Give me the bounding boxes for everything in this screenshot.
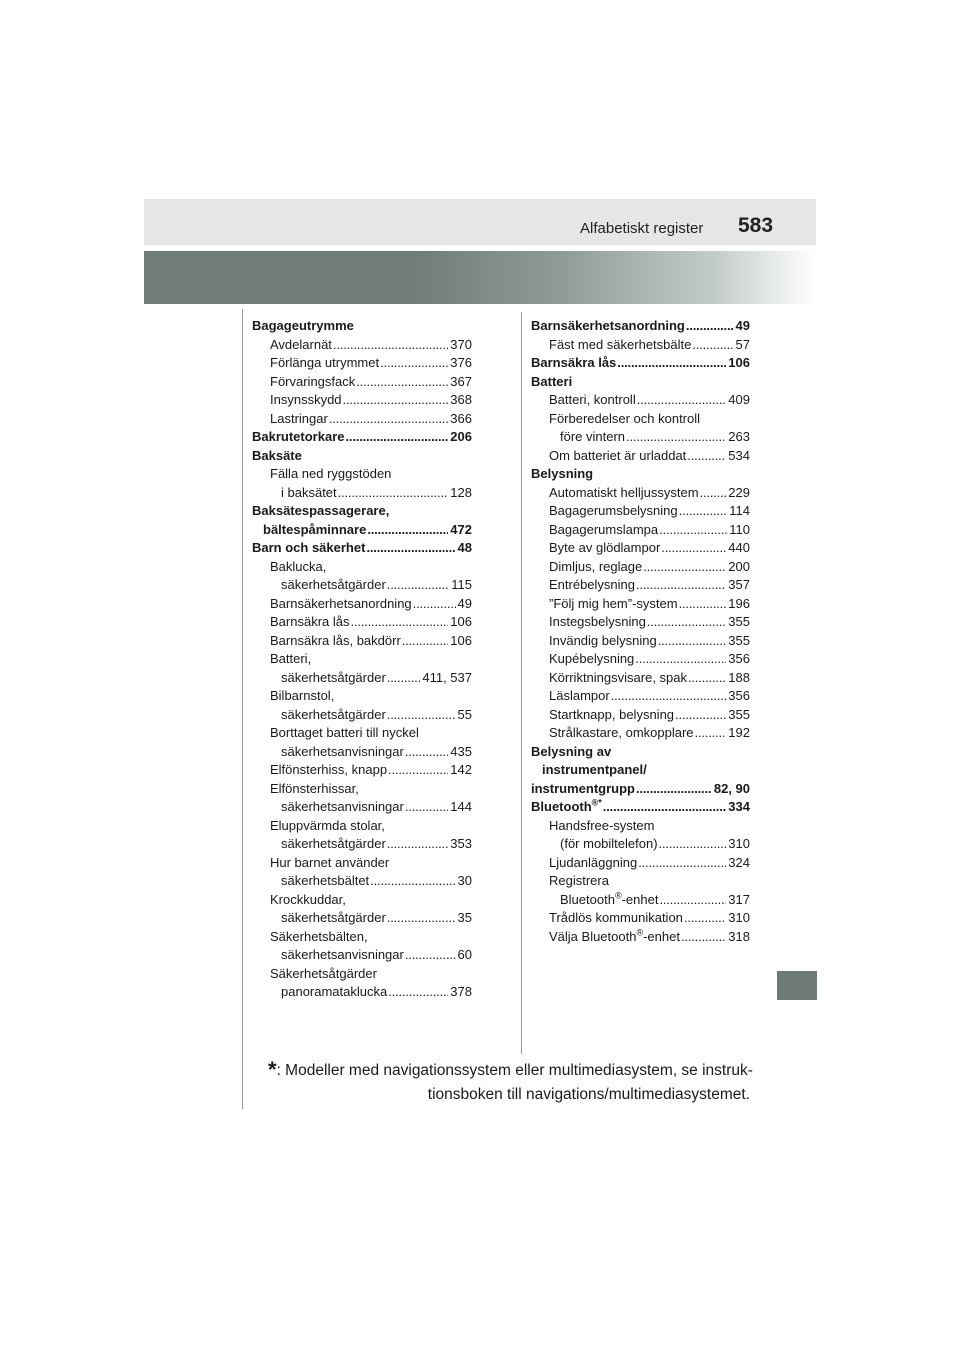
index-term: Bagagerumsbelysning — [549, 503, 678, 518]
index-entry — [252, 724, 472, 743]
index-entry — [252, 558, 472, 577]
index-term: Belysning — [531, 466, 594, 481]
index-entry — [531, 336, 750, 355]
dot-leader — [679, 595, 727, 614]
index-term: Läslampor — [549, 688, 610, 703]
index-term: instrumentgrupp — [531, 780, 635, 796]
index-term: Kupébelysning — [549, 651, 635, 666]
index-term: Insynsskydd — [270, 392, 342, 407]
index-entry — [531, 391, 750, 410]
dot-leader — [688, 669, 726, 688]
index-term: Byte av glödlampor — [549, 540, 661, 555]
index-entry — [252, 909, 472, 928]
index-term: Förlänga utrymmet — [270, 355, 380, 370]
page-reference: 376 — [450, 355, 472, 370]
index-entry — [252, 761, 472, 780]
index-term: ”Följ mig hem”-system — [549, 595, 678, 611]
index-entry — [531, 539, 750, 558]
index-term: Förvaringsfack — [270, 373, 356, 389]
dot-leader — [659, 891, 726, 910]
page-reference: 472 — [450, 521, 472, 537]
dot-leader — [366, 539, 455, 558]
index-entry — [531, 909, 750, 928]
dot-leader — [643, 558, 726, 577]
page-reference: 534 — [728, 447, 750, 463]
index-term: Instegsbelysning — [549, 614, 646, 629]
index-entry — [252, 336, 472, 355]
index-entry — [252, 391, 472, 410]
page-reference: 188 — [728, 669, 750, 685]
index-term: Strålkastare, omkopplare — [549, 725, 694, 740]
dot-leader — [387, 706, 456, 725]
index-entry — [252, 632, 472, 651]
index-term: Om batteriet är urladdat — [549, 447, 687, 463]
index-term: Barnsäkerhetsanordning — [270, 595, 412, 611]
index-entry — [252, 539, 472, 558]
dot-leader — [611, 687, 727, 706]
page-reference: 378 — [450, 984, 472, 999]
index-entry — [252, 835, 472, 854]
page-reference: 142 — [450, 762, 472, 777]
page-reference: 435 — [450, 743, 472, 759]
index-entry — [531, 854, 750, 873]
page-reference: 356 — [728, 651, 750, 666]
page-reference: 355 — [728, 632, 750, 648]
page-reference: 310 — [728, 910, 750, 925]
dot-leader — [638, 854, 726, 873]
dot-leader — [388, 761, 448, 780]
index-term: Elfönsterhiss, knapp — [270, 762, 388, 777]
index-term: Bluetooth®* — [531, 797, 602, 814]
index-term: Hur barnet använder — [270, 854, 390, 870]
dot-leader — [679, 502, 728, 521]
index-entry — [252, 817, 472, 836]
page-reference: 49 — [735, 318, 750, 333]
index-entry — [252, 502, 472, 521]
dot-leader — [647, 613, 726, 632]
index-term: säkerhetsanvisningar — [281, 947, 404, 962]
page-reference: 106 — [728, 355, 750, 370]
index-term: säkerhetsanvisningar — [281, 743, 404, 759]
index-entry — [252, 928, 472, 947]
footnote — [268, 1057, 753, 1107]
index-entry — [531, 928, 750, 947]
index-term: Säkerhetsåtgärder — [270, 965, 377, 981]
index-term: Belysning av — [531, 743, 612, 759]
index-entry — [531, 669, 750, 688]
index-term: Baklucka, — [270, 558, 327, 574]
index-entry — [531, 410, 750, 429]
page-reference: 310 — [728, 836, 750, 851]
page-reference: 229 — [728, 484, 750, 500]
index-term: Barn och säkerhet — [252, 540, 366, 555]
page-reference: 114 — [729, 503, 750, 518]
page-reference: 357 — [728, 577, 750, 592]
index-term: Krockkuddar, — [270, 891, 346, 907]
page-reference: 368 — [450, 392, 472, 407]
dot-leader — [681, 928, 726, 947]
index-term: Trådlös kommunikation — [549, 910, 683, 925]
index-entry — [531, 558, 750, 577]
dot-leader — [692, 336, 733, 355]
superscript-mark: ® — [636, 927, 644, 938]
page-reference: 318 — [728, 928, 750, 944]
index-entry — [252, 465, 472, 484]
index-entry — [531, 706, 750, 725]
page-reference: 110 — [729, 521, 750, 537]
page-reference: 370 — [450, 336, 472, 352]
dot-leader — [695, 724, 727, 743]
page-reference: 440 — [728, 540, 750, 555]
dot-leader — [388, 983, 448, 1002]
index-entry — [252, 891, 472, 910]
index-entry — [531, 891, 750, 910]
dot-leader — [617, 354, 726, 373]
index-term: Avdelarnät — [270, 336, 332, 352]
index-term: Handsfree-system — [549, 817, 655, 833]
index-entry — [531, 613, 750, 632]
index-entry — [252, 354, 472, 373]
index-entry — [531, 484, 750, 503]
footnote-marker: * — [268, 1057, 277, 1082]
index-entry — [531, 317, 750, 336]
index-entry — [252, 687, 472, 706]
index-term: Säkerhetsbälten, — [270, 928, 368, 944]
dot-leader — [659, 521, 727, 540]
index-column-right — [531, 317, 750, 946]
index-term: Barnsäkra lås — [531, 355, 617, 370]
index-term: Lastringar — [270, 410, 328, 426]
dot-leader — [333, 336, 448, 355]
index-entry — [252, 706, 472, 725]
index-entry — [531, 632, 750, 651]
page-reference: 35 — [457, 910, 472, 925]
page-reference: 355 — [728, 706, 750, 722]
page-reference: 115 — [451, 577, 472, 592]
index-entry — [531, 872, 750, 891]
index-term: Barnsäkerhetsanordning — [531, 318, 685, 333]
index-term: säkerhetsåtgärder — [281, 706, 386, 722]
page-reference: 411, 537 — [422, 669, 472, 685]
index-entry — [531, 465, 750, 484]
page-reference: 263 — [728, 429, 750, 444]
index-entry — [252, 595, 472, 614]
page-reference: 324 — [728, 854, 750, 870]
index-entry — [531, 521, 750, 540]
index-entry — [252, 669, 472, 688]
index-term: Bagageutrymme — [252, 318, 354, 333]
index-term: Borttaget batteri till nyckel — [270, 725, 419, 740]
index-term: i baksätet — [281, 484, 337, 500]
index-entry — [252, 410, 472, 429]
dot-leader — [387, 909, 456, 928]
index-term: före vintern — [560, 429, 626, 444]
decorative-band — [144, 251, 816, 304]
index-entry — [531, 447, 750, 466]
index-term: Barnsäkra lås, bakdörr — [270, 632, 401, 648]
index-entry — [252, 965, 472, 984]
index-entry — [252, 946, 472, 965]
dot-leader — [659, 835, 727, 854]
dot-leader — [402, 632, 449, 651]
page-reference: 55 — [457, 706, 472, 722]
index-term: Bagagerumslampa — [549, 521, 659, 537]
superscript-mark: ® — [614, 890, 622, 901]
footnote-line-1: : Modeller med navigationssystem eller multimediasystem, se instruk- — [276, 1062, 753, 1079]
dot-leader — [380, 354, 448, 373]
left-margin-rule — [242, 309, 243, 1109]
index-entry — [531, 650, 750, 669]
index-term: bältespåminnare — [263, 521, 367, 537]
index-entry — [252, 854, 472, 873]
dot-leader — [626, 428, 726, 447]
page-reference: 196 — [728, 595, 750, 611]
index-entry — [531, 687, 750, 706]
index-entry — [531, 595, 750, 614]
index-entry — [252, 484, 472, 503]
index-entry — [252, 447, 472, 466]
index-entry — [252, 317, 472, 336]
dot-leader — [370, 872, 455, 891]
page-reference: 334 — [728, 799, 750, 814]
index-term: säkerhetsåtgärder — [281, 669, 386, 685]
index-term: säkerhetsbältet — [281, 873, 370, 888]
index-term: säkerhetsåtgärder — [281, 910, 386, 925]
dot-leader — [329, 410, 448, 429]
index-term: Registrera — [549, 873, 609, 888]
index-entry — [252, 798, 472, 817]
index-term: Körriktningsvisare, spak — [549, 669, 687, 685]
page-reference: 353 — [450, 836, 472, 851]
page-reference: 367 — [450, 373, 472, 389]
index-term: Baksätespassagerare, — [252, 503, 390, 518]
dot-leader — [356, 373, 448, 392]
index-term: säkerhetsåtgärder — [281, 577, 386, 592]
dot-leader — [387, 576, 449, 595]
footnote-line-2: tionsboken till navigations/multimediasystemet. — [427, 1086, 750, 1103]
index-entry — [531, 428, 750, 447]
page-reference: 60 — [457, 947, 472, 962]
index-entry — [531, 780, 750, 799]
page-reference: 49 — [457, 595, 472, 611]
page-reference: 57 — [735, 336, 750, 352]
index-term: Eluppvärmda stolar, — [270, 817, 385, 833]
chapter-tab — [777, 971, 817, 1000]
index-entry — [531, 761, 750, 780]
index-term: (för mobiltelefon) — [560, 836, 658, 851]
index-entry — [252, 521, 472, 540]
dot-leader — [343, 391, 449, 410]
dot-leader — [405, 743, 448, 762]
page-reference: 200 — [728, 558, 750, 574]
index-term: Entrébelysning — [549, 577, 635, 592]
dot-leader — [413, 595, 456, 614]
index-term: panoramataklucka — [281, 984, 388, 999]
dot-leader — [387, 835, 449, 854]
page-reference: 206 — [450, 429, 472, 444]
index-entry — [252, 872, 472, 891]
index-column-left — [252, 317, 472, 1002]
page-reference: 192 — [728, 725, 750, 740]
dot-leader — [686, 317, 734, 336]
index-entry — [531, 817, 750, 836]
dot-leader — [603, 798, 727, 817]
dot-leader — [405, 946, 456, 965]
index-term: säkerhetsanvisningar — [281, 799, 404, 814]
index-entry — [252, 428, 472, 447]
dot-leader — [637, 391, 727, 410]
header-bar — [144, 199, 816, 245]
page-reference: 366 — [450, 410, 472, 426]
dot-leader — [346, 428, 449, 447]
index-entry — [252, 650, 472, 669]
dot-leader — [687, 447, 726, 466]
page-reference: 82, 90 — [713, 780, 750, 796]
index-entry — [252, 373, 472, 392]
index-entry — [531, 502, 750, 521]
index-entry — [531, 835, 750, 854]
page-reference: 356 — [728, 688, 750, 703]
dot-leader — [661, 539, 726, 558]
index-entry — [531, 743, 750, 762]
index-term: Startknapp, belysning — [549, 706, 675, 722]
index-term: Bluetooth®-enhet — [560, 890, 659, 907]
index-entry — [252, 983, 472, 1002]
column-divider — [521, 312, 522, 1054]
superscript-mark: ®* — [591, 797, 602, 808]
index-term: Automatiskt helljussystem — [549, 484, 699, 500]
dot-leader — [367, 521, 448, 540]
page-reference: 144 — [450, 799, 472, 814]
page-reference: 30 — [457, 873, 472, 888]
dot-leader — [635, 650, 726, 669]
dot-leader — [350, 613, 448, 632]
dot-leader — [700, 484, 727, 503]
index-entry — [531, 724, 750, 743]
index-term: Elfönsterhissar, — [270, 780, 359, 796]
index-term: Förberedelser och kontroll — [549, 410, 701, 426]
index-term: Barnsäkra lås — [270, 614, 350, 629]
page-reference: 355 — [728, 614, 750, 629]
dot-leader — [658, 632, 727, 651]
index-term: Fäst med säkerhetsbälte — [549, 336, 692, 352]
dot-leader — [684, 909, 726, 928]
index-entry — [252, 780, 472, 799]
page-reference: 106 — [450, 614, 472, 629]
index-term: Batteri, — [270, 651, 312, 666]
index-entry — [531, 354, 750, 373]
index-term: Batteri — [531, 373, 573, 389]
dot-leader — [387, 669, 421, 688]
index-entry — [531, 576, 750, 595]
index-term: Batteri, kontroll — [549, 392, 636, 407]
index-term: Ljudanläggning — [549, 854, 638, 870]
page-reference: 317 — [728, 891, 750, 907]
page-reference: 106 — [450, 632, 472, 648]
index-entry — [252, 743, 472, 762]
index-entry — [252, 613, 472, 632]
dot-leader — [675, 706, 726, 725]
index-term: instrumentpanel/ — [542, 762, 647, 777]
section-title: Alfabetiskt register — [580, 220, 704, 237]
index-term: Välja Bluetooth®-enhet — [549, 927, 680, 944]
dot-leader — [636, 576, 726, 595]
dot-leader — [405, 798, 448, 817]
page-reference: 128 — [450, 484, 472, 500]
index-term: Fälla ned ryggstöden — [270, 466, 392, 481]
page-reference: 409 — [728, 392, 750, 407]
index-term: Baksäte — [252, 447, 302, 463]
index-entry — [252, 576, 472, 595]
index-term: Invändig belysning — [549, 632, 657, 648]
index-term: Bilbarnstol, — [270, 688, 335, 703]
index-term: Bakrutetorkare — [252, 429, 345, 444]
index-entry — [531, 373, 750, 392]
page-number: 583 — [738, 214, 774, 237]
index-term: Dimljus, reglage — [549, 558, 643, 574]
page-reference: 48 — [457, 540, 472, 555]
index-entry — [531, 798, 750, 817]
index-term: säkerhetsåtgärder — [281, 836, 386, 851]
dot-leader — [636, 780, 712, 799]
dot-leader — [338, 484, 449, 503]
